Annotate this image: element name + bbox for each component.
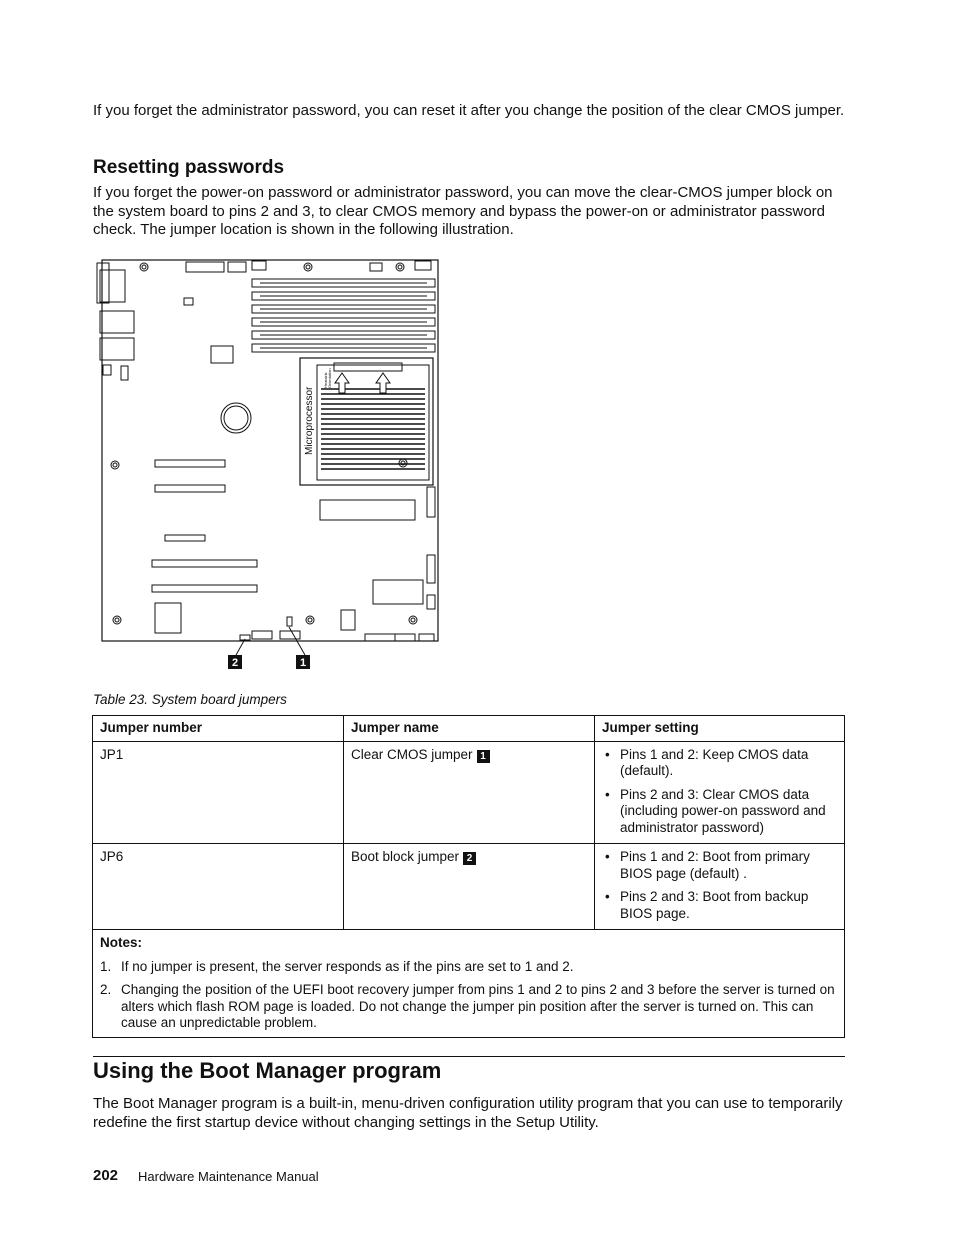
setting-item: • Pins 2 and 3: Clear CMOS data (including power-on password and administrator password)	[602, 787, 837, 837]
arrow-up-icon	[335, 373, 349, 393]
heatsink-label: Heatsink	[323, 372, 328, 388]
settings-list	[602, 849, 837, 922]
note-number: 2.	[100, 982, 112, 997]
pci-slot-2	[155, 485, 225, 492]
column-header-jumper-number: Jumper number	[93, 716, 344, 742]
resetting-passwords-paragraph: If you forget the power-on password or administrator password, you can move the clear-CMOS jumper block on the system board to pins 2 and 3, to clear CMOS memory and bypass the power-on or administrator password check. The jumper location is shown in the following illustration.	[93, 184, 833, 238]
column-header-jumper-name: Jumper name	[344, 716, 595, 742]
rear-connector-vga	[97, 263, 109, 303]
boot-manager-paragraph: The Boot Manager program is a built-in, menu-driven configuration utility program that you can use to temporarily redefine the first startup device without changing settings in the Setup Utility.	[93, 1095, 843, 1131]
main-power-connector	[186, 262, 224, 272]
notes-cell	[93, 930, 845, 1038]
board-outline	[102, 260, 438, 641]
section-divider	[93, 1056, 845, 1057]
pci-slot-5	[152, 585, 257, 592]
jumper-name-cell	[344, 844, 595, 930]
note-item	[100, 982, 837, 1032]
callout-number-2: 2	[231, 657, 239, 669]
arrow-up-icon	[376, 373, 390, 393]
note-text: Changing the position of the UEFI boot recovery jumper from pins 1 and 2 to pins 2 and 3 before the server is turned on alters which flash ROM page is loaded. Do not change the jumper pin position after the server is turned on. This can cause an unpredictable problem.	[121, 982, 835, 1030]
table-row	[93, 844, 845, 930]
notes-row	[93, 930, 845, 1038]
orientation-label: Orientation	[327, 368, 332, 388]
jumper-number-cell: JP6	[93, 844, 344, 930]
page-number: 202	[93, 1167, 119, 1184]
system-board-illustration	[95, 255, 445, 675]
note-text: If no jumper is present, the server responds as if the pins are set to 1 and 2.	[121, 958, 574, 974]
jumper-name: Boot block jumper	[351, 849, 460, 864]
note-number: 1.	[100, 958, 112, 974]
jumper-setting-cell	[595, 741, 845, 844]
system-board-jumpers-table	[92, 715, 845, 1038]
note-item	[100, 959, 837, 976]
pci-slot-4	[152, 560, 257, 567]
table-caption: Table 23. System board jumpers	[93, 692, 287, 707]
microprocessor-socket	[300, 358, 433, 485]
jumper-setting-cell	[595, 844, 845, 930]
jumper-name: Clear CMOS jumper	[351, 746, 473, 762]
section-heading-boot-manager: Using the Boot Manager program	[93, 1058, 442, 1083]
intro-paragraph: If you forget the administrator password, you can reset it after you change the position of the clear CMOS jumper.	[93, 102, 845, 119]
callout-badge: 1	[477, 750, 490, 763]
cmos-battery	[221, 403, 251, 433]
callout-number-1: 1	[299, 657, 307, 669]
section-heading-resetting-passwords: Resetting passwords	[93, 157, 285, 178]
pci-slot-3	[165, 535, 205, 541]
jumper-name-cell	[344, 741, 595, 844]
table-header-row	[93, 716, 845, 742]
column-header-jumper-setting: Jumper setting	[595, 716, 845, 742]
manual-title: Hardware Maintenance Manual	[138, 1169, 319, 1184]
callout-badge: 2	[463, 852, 476, 865]
setting-item: • Pins 2 and 3: Boot from backup BIOS page.	[602, 889, 837, 922]
rear-connector-usb-2	[100, 338, 134, 360]
jumper-number-cell: JP1	[93, 741, 344, 844]
microprocessor-label: Microprocessor	[304, 386, 315, 455]
settings-list	[602, 747, 837, 837]
setting-item: • Pins 1 and 2: Keep CMOS data (default).	[602, 747, 837, 780]
rear-connector-usb-1	[100, 311, 134, 333]
notes-list	[100, 959, 837, 1032]
pci-slot-1	[155, 460, 225, 467]
setting-item: • Pins 1 and 2: Boot from primary BIOS page (default) .	[602, 849, 837, 882]
table-row	[93, 741, 845, 844]
notes-title: Notes:	[100, 935, 143, 950]
